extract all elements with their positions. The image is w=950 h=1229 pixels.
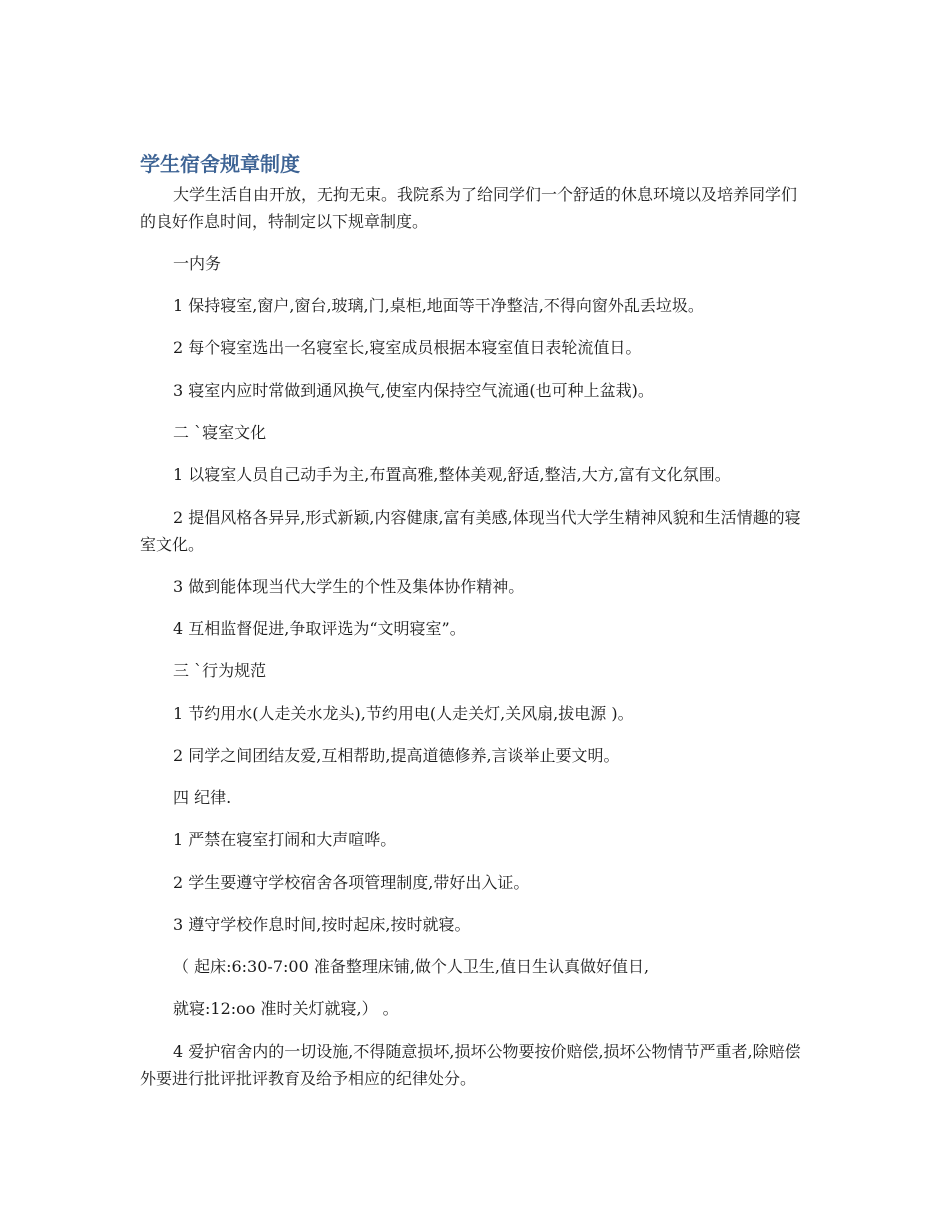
discipline-rule-1: 1 严禁在寝室打闹和大声喧哗。	[173, 830, 397, 849]
discipline-rule-4: 4 爱护宿舍内的一切设施,不得随意损坏,损坏公物要按价赔偿,损坏公物情节严重者,除赔偿外要进行批评批评教育及给予相应的纪律处分。	[140, 1042, 801, 1088]
housekeeping-rule-1: 1 保持寝室,窗户,窗台,玻璃,门,桌柜,地面等干净整洁,不得向窗外乱丢垃圾。	[173, 296, 704, 315]
section-heading-housekeeping: 一内务	[173, 254, 222, 273]
schedule-line-wake: （ 起床:6:30-7:00 准备整理床铺,做个人卫生,值日生认真做好值日,	[173, 957, 650, 976]
conduct-rule-2: 2 同学之间团结友爱,互相帮助,提高道德修养,言谈举止要文明。	[173, 746, 620, 765]
dorm-culture-rule-4: 4 互相监督促进,争取评选为“文明寝室”。	[173, 619, 466, 638]
conduct-rule-1: 1 节约用水(人走关水龙头),节约用电(人走关灯,关风扇,拔电源 )。	[173, 704, 634, 723]
section-heading-dorm-culture: 二 `寝室文化	[173, 423, 267, 442]
discipline-rule-2: 2 学生要遵守学校宿舍各项管理制度,带好出入证。	[173, 873, 530, 892]
discipline-rule-3: 3 遵守学校作息时间,按时起床,按时就寝。	[173, 915, 471, 934]
section-heading-discipline: 四 纪律.	[173, 788, 232, 807]
document-title: 学生宿舍规章制度	[140, 152, 300, 176]
dorm-culture-rule-3: 3 做到能体现当代大学生的个性及集体协作精神。	[173, 577, 525, 596]
dorm-culture-rule-2: 2 提倡风格各异异,形式新颖,内容健康,富有美感,体现当代大学生精神风貌和生活情趣的寝室文化。	[140, 508, 801, 554]
intro-paragraph: 大学生活自由开放，无拘无束。我院系为了给同学们一个舒适的休息环境以及培养同学们的良好作息时间，特制定以下规章制度。	[140, 185, 798, 231]
housekeeping-rule-3: 3 寝室内应时常做到通风换气,使室内保持空气流通(也可种上盆栽)。	[173, 381, 654, 400]
dorm-culture-rule-1: 1 以寝室人员自己动手为主,布置高雅,整体美观,舒适,整洁,大方,富有文化氛围。	[173, 465, 731, 484]
housekeeping-rule-2: 2 每个寝室选出一名寝室长,寝室成员根据本寝室值日表轮流值日。	[173, 338, 642, 357]
schedule-line-sleep: 就寝:12:oo 准时关灯就寝,） 。	[173, 999, 399, 1018]
section-heading-conduct: 三 `行为规范	[173, 661, 267, 680]
